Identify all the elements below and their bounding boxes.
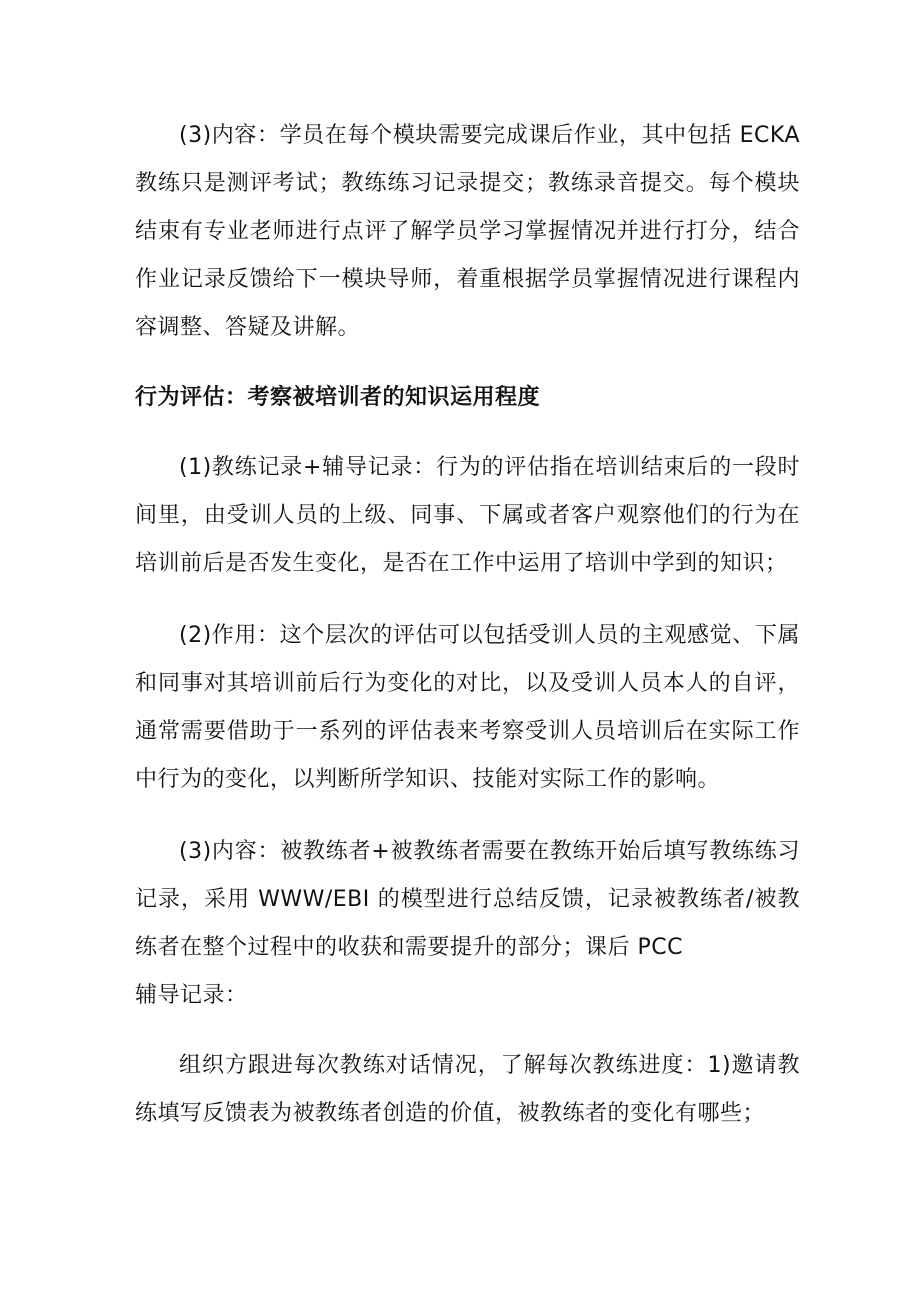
paragraph-content-www-ebi: (3)内容：被教练者+被教练者需要在教练开始后填写教练练习记录，采用 WWW/EBI 的模型进行总结反馈，记录被教练者/被教练者在整个过程中的收获和需要提升的部分；课后 PCC [135,839,800,960]
paragraph-module-content: (3)内容：学员在每个模块需要完成课后作业，其中包括 ECKA 教练只是测评考试；教练练习记录提交；教练录音提交。每个模块结束有专业老师进行点评了解学员学习掌握情况并进行打分，结合作业记录反馈给下一模块导师，着重根据学员掌握情况进行课程内容调整、答疑及讲解。 [135,123,800,340]
paragraph-organizer-follow-up: 组织方跟进每次教练对话情况，了解每次教练进度：1)邀请教练填写反馈表为被教练者创造的价值，被教练者的变化有哪些； [135,1053,800,1126]
paragraph-coaching-records: (1)教练记录+辅导记录：行为的评估指在培训结束后的一段时间里，由受训人员的上级、同事、下属或者客户观察他们的行为在培训前后是否发生变化，是否在工作中运用了培训中学到的知识； [135,455,800,576]
paragraph-function: (2)作用：这个层次的评估可以包括受训人员的主观感觉、下属和同事对其培训前后行为变化的对比，以及受训人员本人的自评，通常需要借助于一系列的评估表来考察受训人员培训后在实际工作中行为的变化，以判断所学知识、技能对实际工作的影响。 [135,623,800,792]
document-body [135,112,800,1138]
section-heading-behavior-evaluation: 行为评估：考察被培训者的知识运用程度 [135,385,541,410]
label-tutoring-records: 辅导记录： [135,983,248,1008]
